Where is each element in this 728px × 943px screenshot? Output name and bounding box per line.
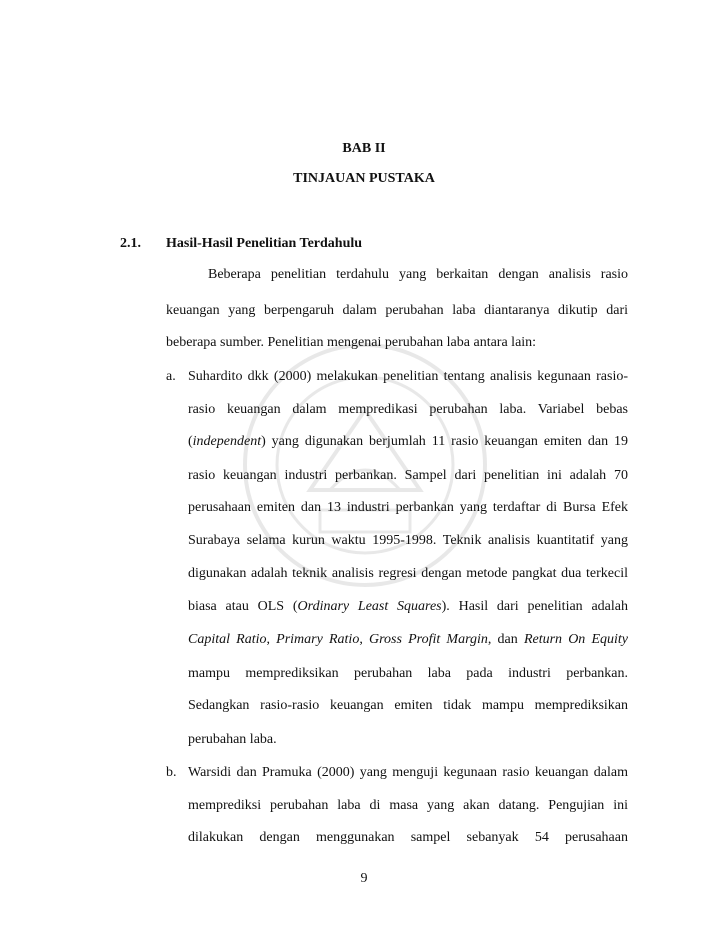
- section-number: 2.1.: [120, 236, 141, 251]
- list-item-line: digunakan adalah teknik analisis regresi dengan metode pangkat dua terkecil: [188, 566, 628, 581]
- list-item-line: rasio keuangan industri perbankan. Sampel dari penelitian ini adalah 70: [188, 468, 628, 483]
- list-item-line: Capital Ratio, Primary Ratio, Gross Profit Margin, dan Return On Equity: [188, 632, 629, 647]
- chapter-label: BAB II: [342, 141, 386, 156]
- list-item-line: Surabaya selama kurun waktu 1995-1998. Teknik analisis kuantitatif yang: [188, 533, 628, 548]
- list-marker: a.: [166, 369, 176, 384]
- page-number: 9: [360, 871, 368, 886]
- chapter-title: TINJAUAN PUSTAKA: [293, 171, 435, 186]
- list-item-line: memprediksi perubahan laba di masa yang akan datang. Pengujian ini: [188, 798, 628, 813]
- list-item-line: (independent) yang digunakan berjumlah 11 rasio keuangan emiten dan 19: [188, 434, 628, 449]
- intro-line: keuangan yang berpengaruh dalam perubahan laba diantaranya dikutip dari: [166, 303, 628, 318]
- list-item-line: biasa atau OLS (Ordinary Least Squares). Hasil dari penelitian adalah: [188, 599, 628, 614]
- list-item-line: mampu memprediksikan perubahan laba pada industri perbankan.: [188, 666, 628, 681]
- list-item-line: Suhardito dkk (2000) melakukan penelitian tentang analisis kegunaan rasio-: [188, 369, 628, 384]
- section-title: Hasil-Hasil Penelitian Terdahulu: [166, 236, 363, 251]
- list-marker: b.: [166, 765, 177, 780]
- list-item-line: perubahan laba.: [188, 732, 277, 747]
- list-item-line: dilakukan dengan menggunakan sampel sebanyak 54 perusahaan: [188, 830, 628, 845]
- list-item-line: Sedangkan rasio-rasio keuangan emiten tidak mampu memprediksikan: [188, 698, 628, 713]
- intro-line: Beberapa penelitian terdahulu yang berkaitan dengan analisis rasio: [208, 267, 628, 282]
- list-item-line: perusahaan emiten dan 13 industri perbankan yang terdaftar di Bursa Efek: [188, 500, 628, 515]
- intro-line: beberapa sumber. Penelitian mengenai perubahan laba antara lain:: [166, 335, 537, 350]
- list-item-line: Warsidi dan Pramuka (2000) yang menguji kegunaan rasio keuangan dalam: [188, 765, 628, 780]
- list-item-line: rasio keuangan dalam mempredikasi perubahan laba. Variabel bebas: [188, 402, 628, 417]
